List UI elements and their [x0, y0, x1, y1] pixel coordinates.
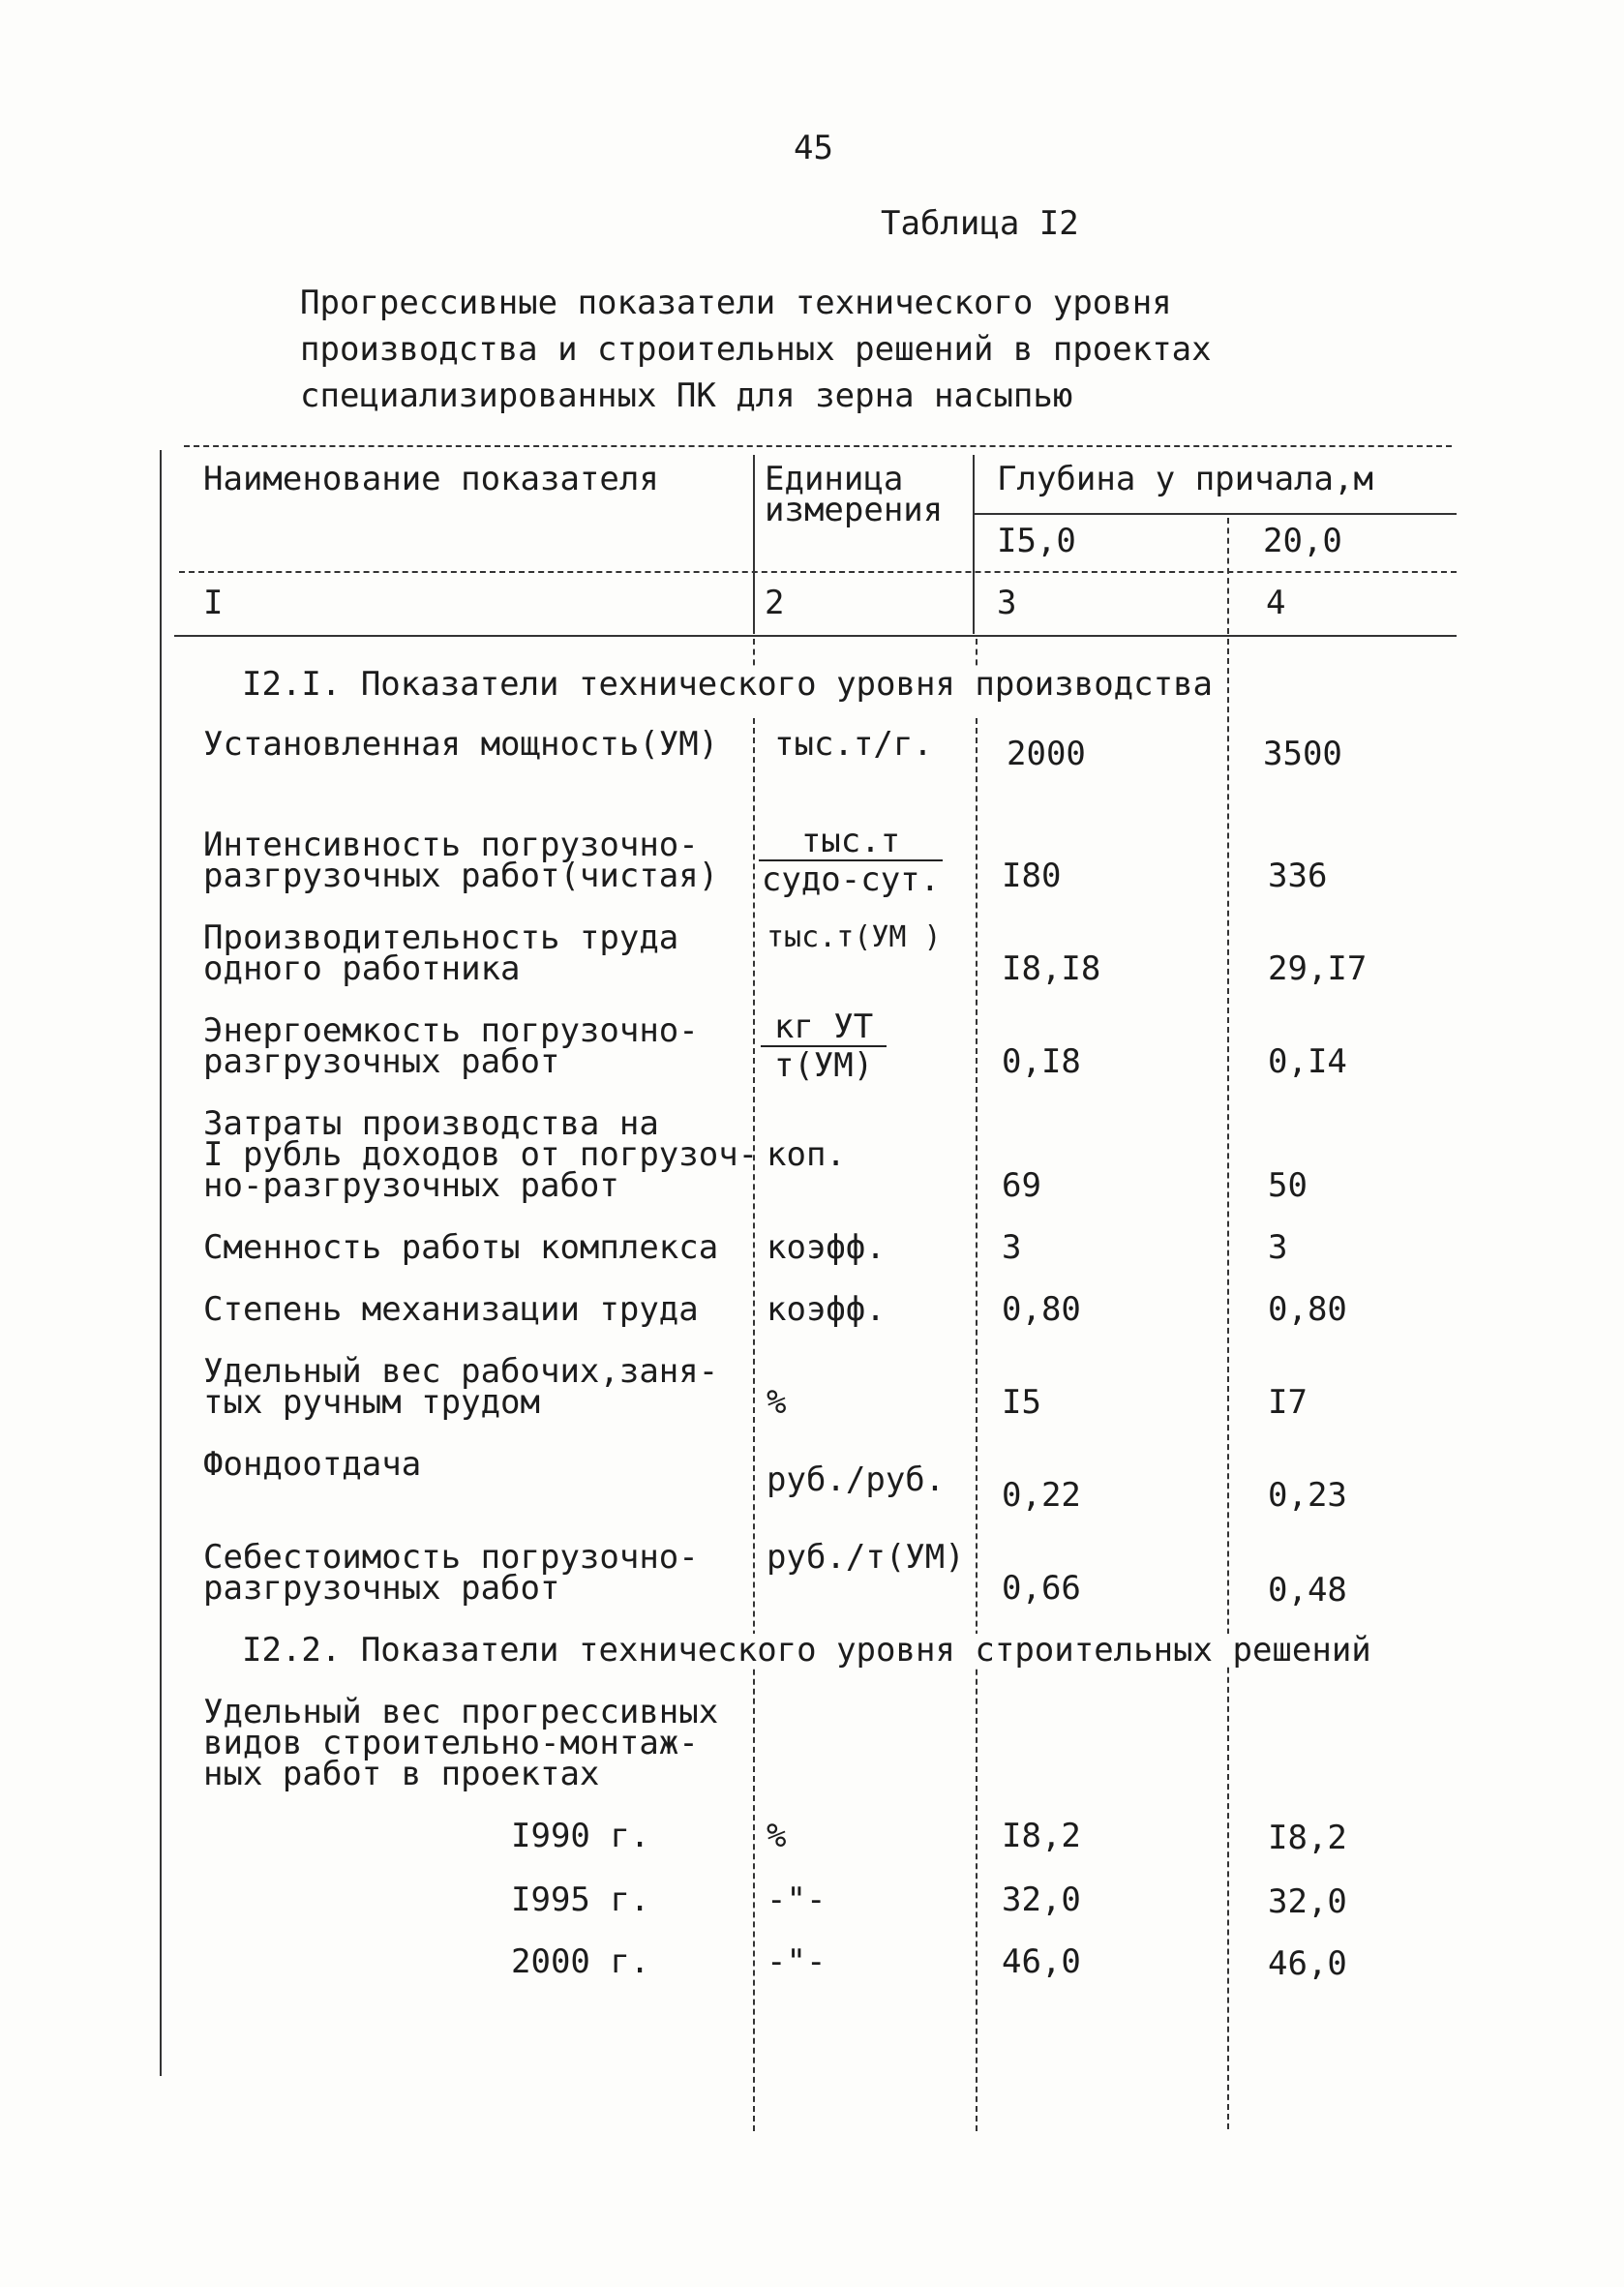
row-name-line: Энергоемкость погрузочно-: [203, 1011, 699, 1050]
row-name-line: Себестоимость погрузочно-: [203, 1538, 699, 1577]
row-value-20: 3: [1268, 1228, 1288, 1267]
col-number-4: 4: [1266, 584, 1286, 622]
table-label: Таблица I2: [881, 204, 1079, 243]
row-name-line: тых ручным трудом: [203, 1383, 540, 1422]
row-name-line: разгрузочных работ(чистая): [203, 857, 719, 895]
row-unit-fraction: [759, 822, 943, 899]
intro-line: видов строительно-монтаж-: [203, 1724, 699, 1762]
row-value-15: 2000: [1007, 735, 1086, 773]
rule-colnum-bottom: [174, 635, 1457, 637]
row-value-15: 0,22: [1002, 1476, 1081, 1515]
row-value-15: 46,0: [1002, 1942, 1081, 1981]
rule-col4: [1227, 639, 1229, 2129]
row-unit-denominator: т(УМ): [773, 1046, 874, 1085]
row-value-20: I7: [1268, 1383, 1308, 1422]
row-value-20: 29,I7: [1268, 949, 1368, 988]
row-name-line: I рубль доходов от погрузоч-: [203, 1135, 759, 1174]
row-value-20: 0,23: [1268, 1476, 1347, 1515]
caption-line-1: Прогрессивные показатели технического уровня: [300, 284, 1172, 322]
rule-top: [184, 445, 1452, 447]
row-unit: тыс.т/г.: [774, 725, 933, 764]
col-number-2: 2: [765, 584, 785, 622]
row-name-line: но-разгрузочных работ: [203, 1166, 619, 1205]
row-name-line: Интенсивность погрузочно-: [203, 826, 699, 864]
row-value-20: 0,48: [1268, 1571, 1347, 1610]
row-unit: %: [767, 1817, 787, 1855]
row-name-line: Фондоотдача: [203, 1445, 422, 1484]
row-value-20: 336: [1268, 857, 1328, 895]
rule-col2-b: [753, 718, 755, 2131]
row-name-line: разгрузочных работ: [203, 1042, 560, 1081]
row-name-line: одного работника: [203, 949, 521, 988]
row-value-15: 32,0: [1002, 1881, 1081, 1919]
row-value-20: 0,80: [1268, 1290, 1347, 1329]
row-unit-fraction: [761, 1008, 887, 1085]
col-number-1: I: [203, 584, 224, 622]
rule-col2-header: [753, 455, 755, 634]
header-depth: Глубина у причала,м: [997, 460, 1373, 498]
row-value-15: 69: [1002, 1166, 1041, 1205]
header-unit-line-2: измерения: [765, 491, 944, 529]
row-year: I995 г.: [511, 1881, 650, 1919]
row-year: 2000 г.: [511, 1942, 650, 1981]
intro-line: ных работ в проектах: [203, 1755, 600, 1793]
row-unit-denominator: судо-сут.: [761, 860, 941, 899]
row-name-line: Сменность работы комплекса: [203, 1228, 719, 1267]
header-indicator-name: Наименование показателя: [203, 460, 659, 498]
page-number: 45: [794, 129, 833, 167]
row-name-line: Производительность труда: [203, 918, 679, 957]
rule-left: [160, 450, 162, 2076]
row-value-15: 0,80: [1002, 1290, 1081, 1329]
rule-col3-header: [973, 455, 975, 634]
row-unit: коп.: [767, 1135, 846, 1174]
row-name-line: Удельный вес рабочих,заня-: [203, 1352, 719, 1391]
rule-header-bottom: [179, 571, 1457, 573]
rule-col4-header: [1227, 518, 1229, 634]
row-value-20: 50: [1268, 1166, 1308, 1205]
row-unit: коэфф.: [767, 1290, 886, 1329]
row-value-15: I8,I8: [1002, 949, 1101, 988]
intro-line: Удельный вес прогрессивных: [203, 1693, 719, 1731]
row-unit: -"-: [767, 1942, 827, 1981]
row-value-15: 0,66: [1002, 1569, 1081, 1608]
row-name-line: разгрузочных работ: [203, 1569, 560, 1608]
row-value-20: 46,0: [1268, 1944, 1347, 1983]
rule-col3-b: [976, 718, 977, 2131]
row-unit: руб./руб.: [767, 1460, 946, 1499]
row-year: I990 г.: [511, 1817, 650, 1855]
row-unit-numerator: кг УТ: [761, 1010, 887, 1047]
section-heading-1: I2.I. Показатели технического уровня производства: [242, 665, 1214, 704]
row-name-line: Затраты производства на: [203, 1104, 659, 1143]
row-name-line: Степень механизации труда: [203, 1290, 699, 1329]
row-unit: -"-: [767, 1881, 827, 1919]
row-value-20: 0,I4: [1268, 1042, 1347, 1081]
col-number-3: 3: [997, 584, 1017, 622]
row-name-line: Установленная мощность(УМ): [203, 725, 719, 764]
row-value-15: 0,I8: [1002, 1042, 1081, 1081]
row-unit: коэфф.: [767, 1228, 886, 1267]
row-value-20: 32,0: [1268, 1882, 1347, 1921]
row-unit: руб./т(УМ): [767, 1538, 965, 1577]
caption-line-2: производства и строительных решений в проектах: [300, 330, 1212, 369]
row-value-15: 3: [1002, 1228, 1022, 1267]
header-depth-20: 20,0: [1263, 522, 1342, 560]
row-value-15: I5: [1002, 1383, 1041, 1422]
row-unit-numerator: тыс.т: [759, 825, 943, 861]
row-value-15: I8,2: [1002, 1817, 1081, 1855]
row-unit: %: [767, 1383, 787, 1422]
header-depth-15: I5,0: [997, 522, 1076, 560]
header-unit-line-1: Единица: [765, 460, 904, 498]
row-value-15: I80: [1002, 857, 1062, 895]
row-unit: тыс.т(УМ ): [767, 920, 942, 954]
section-heading-2: I2.2. Показатели технического уровня строительных решений: [242, 1631, 1371, 1670]
caption-line-3: специализированных ПК для зерна насыпью: [300, 376, 1073, 415]
rule-depth-split: [973, 513, 1457, 515]
row-value-20: 3500: [1263, 735, 1342, 773]
row-value-20: I8,2: [1268, 1819, 1347, 1857]
